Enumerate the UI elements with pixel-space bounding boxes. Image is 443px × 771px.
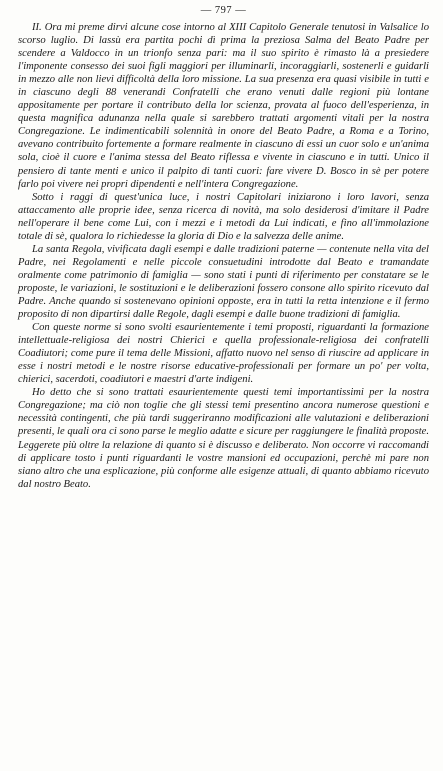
paragraph: Sotto i raggi di quest'unica luce, i nostri Capitolari iniziarono i loro lavori, senza attaccamento alle proprie idee, senza ricerca di novità, ma solo desiderosi d'imitare il Padre nell'operare il bene come Lui, con i mezzi e i metodi da Lui indicati, e fino all'immolazione totale di sè, qualora lo richiedesse la gloria di Dio e la salvezza delle anime.: [18, 191, 429, 242]
paragraph: La santa Regola, vivificata dagli esempi e dalle tradizioni paterne — contenute nella vita del Padre, nei Regolamenti e nelle piccole consuetudini introdotte dal Beato e tramandate oralmente come patrimonio di famiglia — sono stati i punti di riferimento per constatare se le proposte, le variazioni, le sostituzioni e le deliberazioni fossero consone allo spirito ricevuto dal Padre. Anche quando si sostenevano opinioni opposte, era in tutti la retta intenzione e il fermo proposito di non dipartirsi dalle Regole, dagli esempi e dalle buone tradizioni di famiglia.: [18, 243, 429, 321]
page-number: — 797 —: [200, 5, 247, 16]
paragraph: Ho detto che si sono trattati esaurientemente questi temi importantissimi per la nostra Congregazione; ma ciò non toglie che gli stessi temi presentino ancora numerose questioni e necessità contingenti, che più tardi suggeriranno modificazioni alle valutazioni e deliberazioni presenti, le quali ora ci sono parse le meglio adatte e sicure per raggiungere le finalità proposte. Leggerete più oltre la relazione di quanto si è discusso e deliberato. Non occorre vi raccomandi di applicare tosto i punti riguardanti le vostre mansioni ed occupazioni, perchè mi pare non siano altro che una esplicazione, più conforme alle esigenze attuali, di quanto abbiamo ricevuto dal nostro Beato.: [18, 387, 429, 490]
paragraph: II. Ora mi preme dirvi alcune cose intorno al XIII Capitolo Generale tenutosi in Valsalice lo scorso luglio. Di lassù era partita pochi dì prima la preziosa Salma del Beato Padre per scendere a Valdocco in un trionfo senza pari: ma il suo spirito è rimasto là a presiedere l'imponente consesso dei suoi figli maggiori per illuminarli, incoraggiarli, sostenerli e guidarli in mezzo alle non lievi difficoltà della loro missione. La sua presenza era quasi visibile in tutti e in ciascuno degli 88 venerandi Confratelli che erano venuti dalle regioni più lontane appositamente per portare il contributo della lor scienza, provata al fuoco dell'esperienza, in questa magnifica adunanza nella quale si sarebbero trattati argomenti vitali per la nostra Congregazione. Le indimenticabili solennità in onore del Beato Padre, a Roma e a Torino, avevano contribuito fortemente a formare realmente in ciascuno di essi un cuor solo e un'anima sola, cioè il cuore e l'anima stessa del Beato riflessa e vivente in ciascuno e in tutti. Unico il pensiero di tante menti e unico il palpito di tanti cuori: fare vivere D. Bosco in sè per potere farlo poi vivere nei propri dipendenti e nell'intera Congregazione.: [18, 22, 429, 190]
body-text: [18, 21, 429, 491]
paragraph: Con queste norme si sono svolti esaurientemente i temi proposti, riguardanti la formazione intellettuale-religiosa dei nostri Chierici e quella professionale-religiosa dei confratelli Coadiutori; come pure il tema delle Missioni, affatto nuovo nel senso di riuscire ad applicare in esse i nostri metodi e le nostre risorse educative-professionali per formare un po' per volta, chierici, sacerdoti, coadiutori e maestri d'arte indigeni.: [18, 322, 429, 386]
